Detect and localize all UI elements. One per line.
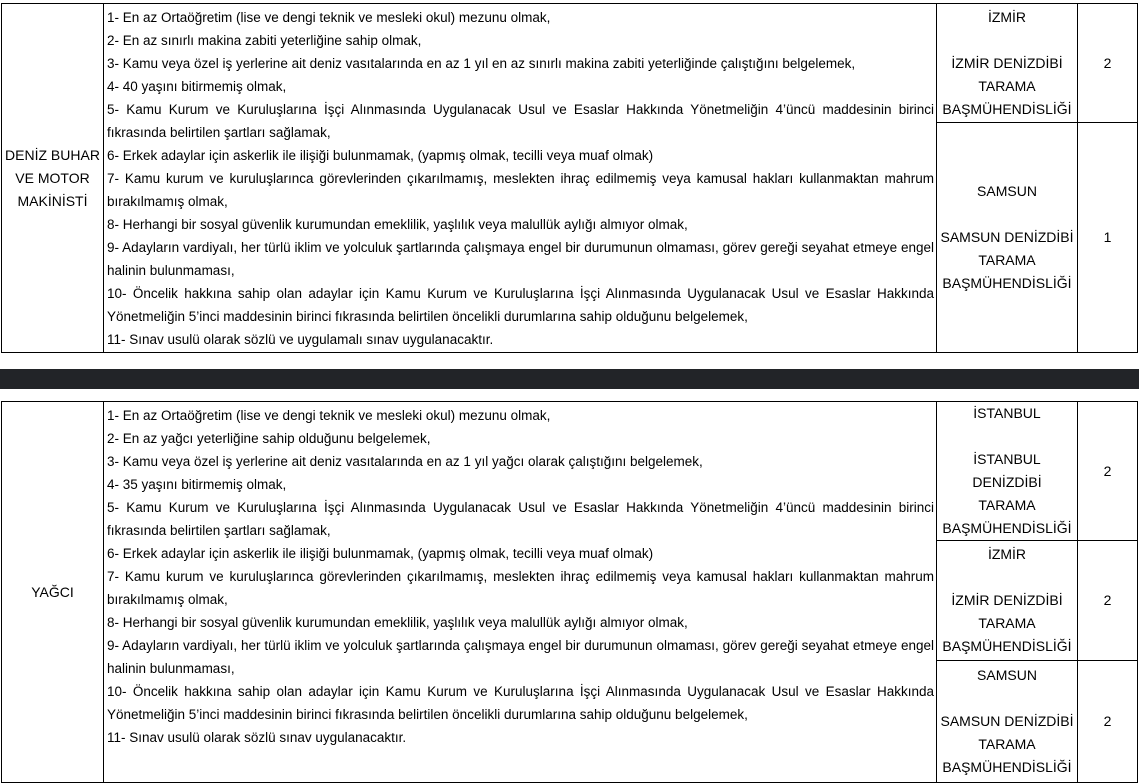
job-table-deniz-buhar-ve-motor-makinisti bbox=[1, 3, 1138, 353]
requirement-item: 6- Erkek adaylar için askerlik ile ilişiği bulunmamak, (yapmış olmak, tecilli veya muaf olmak) bbox=[107, 546, 654, 561]
location-city: İZMİR bbox=[987, 8, 1027, 25]
location-department: SAMSUN DENİZDİBİ bbox=[940, 713, 1074, 729]
requirement-item: 5- Kamu Kurum ve Kuruluşlarına İşçi Alınmasında Uygulanacak Usul ve Esaslar Hakkında Yönetmeliğin 4’üncü maddesinin birinci fıkrasında belirtilen şartları sağlamak, bbox=[107, 102, 934, 140]
location-department: İZMİR DENİZDİBİ bbox=[951, 54, 1063, 71]
position-count: 1 bbox=[1078, 123, 1138, 353]
requirement-item: 3- Kamu veya özel iş yerlerine ait deniz vasıtalarında en az 1 yıl en az sınırlı makina zabiti yeterliğinde çalıştığını belgelemek, bbox=[107, 56, 856, 71]
requirement-item: 11- Sınav usulü olarak sözlü ve uygulamalı sınav uygulanacaktır. bbox=[107, 332, 494, 347]
location-cell bbox=[937, 123, 1078, 353]
requirement-item: 1- En az Ortaöğretim (lise ve dengi teknik ve mesleki okul) mezunu olmak, bbox=[107, 10, 551, 25]
position-title-cell bbox=[2, 4, 104, 353]
requirement-item: 9- Adayların vardiyalı, her türlü iklim ve yolculuk şartlarında çalışmaya engel bir durumunun olmaması, görev gereği seyahat etmeye engel halinin bulunmaması, bbox=[107, 638, 934, 676]
position-count: 2 bbox=[1078, 4, 1138, 123]
location-cell bbox=[937, 661, 1078, 783]
location-department: TARAMA bbox=[978, 77, 1036, 94]
requirement-item: 8- Herhangi bir sosyal güvenlik kurumundan emeklilik, yaşlılık veya malullük aylığı almıyor olmak, bbox=[107, 217, 688, 232]
location-department: BAŞMÜHENDİSLİĞİ bbox=[942, 520, 1072, 536]
job-table-yagci bbox=[1, 401, 1138, 783]
position-count: 2 bbox=[1078, 661, 1138, 783]
requirement-item: 8- Herhangi bir sosyal güvenlik kurumundan emeklilik, yaşlılık veya malullük aylığı almıyor olmak, bbox=[107, 615, 688, 630]
position-title-line: MAKİNİSTİ bbox=[17, 192, 88, 209]
requirement-item: 4- 40 yaşını bitirmemiş olmak, bbox=[107, 79, 287, 94]
location-city: İSTANBUL bbox=[973, 405, 1041, 421]
requirements-cell bbox=[104, 4, 937, 353]
separator-band bbox=[0, 369, 1139, 389]
requirement-item: 2- En az sınırlı makina zabiti yeterliğine sahip olmak, bbox=[107, 33, 422, 48]
position-title-line: YAĞCI bbox=[31, 583, 74, 600]
position-count: 2 bbox=[1078, 541, 1138, 661]
requirement-item: 9- Adayların vardiyalı, her türlü iklim ve yolculuk şartlarında çalışmaya engel bir durumunun olmaması, görev gereği seyahat etmeye engel halinin bulunmaması, bbox=[107, 240, 934, 278]
position-title-line: DENİZ BUHAR bbox=[5, 146, 100, 163]
requirement-item: 10- Öncelik hakkına sahip olan adaylar için Kamu Kurum ve Kuruluşlarına İşçi Alınmasında Uygulanacak Usul ve Esaslar Hakkında Yönetmeliğin 5’inci maddesinin birinci fıkrasında belirtilen öncelikli durumlarına sahip olduğunu belgelemek, bbox=[107, 684, 934, 722]
location-department: TARAMA bbox=[978, 736, 1036, 752]
location-department: İSTANBUL DENİZDİBİ bbox=[972, 451, 1042, 490]
requirement-item: 1- En az Ortaöğretim (lise ve dengi teknik ve mesleki okul) mezunu olmak, bbox=[107, 408, 551, 423]
requirement-item: 6- Erkek adaylar için askerlik ile ilişiği bulunmamak, (yapmış olmak, tecilli veya muaf olmak) bbox=[107, 148, 654, 163]
location-department: BAŞMÜHENDİSLİĞİ bbox=[942, 275, 1072, 291]
requirement-item: 7- Kamu kurum ve kuruluşlarınca görevlerinden çıkarılmamış, meslekten ihraç edilmemiş veya kamusal hakları kullanmaktan mahrum bırakılmamış olmak, bbox=[107, 569, 934, 607]
requirements-cell bbox=[104, 402, 937, 783]
location-cell bbox=[937, 541, 1078, 661]
location-department: TARAMA bbox=[978, 615, 1036, 631]
requirement-item: 7- Kamu kurum ve kuruluşlarınca görevlerinden çıkarılmamış, meslekten ihraç edilmemiş veya kamusal hakları kullanmaktan mahrum bırakılmamış olmak, bbox=[107, 171, 934, 209]
location-cell bbox=[937, 402, 1078, 541]
location-city: SAMSUN bbox=[977, 183, 1037, 199]
location-cell bbox=[937, 4, 1078, 123]
requirement-item: 4- 35 yaşını bitirmemiş olmak, bbox=[107, 477, 287, 492]
requirement-item: 2- En az yağcı yeterliğine sahip olduğunu belgelemek, bbox=[107, 431, 431, 446]
requirement-item: 5- Kamu Kurum ve Kuruluşlarına İşçi Alınmasında Uygulanacak Usul ve Esaslar Hakkında Yönetmeliğin 4’üncü maddesinin birinci fıkrasında belirtilen şartları sağlamak, bbox=[107, 500, 934, 538]
location-department: BAŞMÜHENDİSLİĞİ bbox=[942, 100, 1072, 117]
location-department: BAŞMÜHENDİSLİĞİ bbox=[942, 759, 1072, 775]
position-title-line: VE MOTOR bbox=[15, 169, 90, 186]
location-department: SAMSUN DENİZDİBİ bbox=[940, 229, 1074, 245]
requirement-item: 11- Sınav usulü olarak sözlü sınav uygulanacaktır. bbox=[107, 730, 407, 745]
location-department: TARAMA bbox=[978, 497, 1036, 513]
location-department: BAŞMÜHENDİSLİĞİ bbox=[942, 638, 1072, 654]
requirement-item: 10- Öncelik hakkına sahip olan adaylar için Kamu Kurum ve Kuruluşlarına İşçi Alınmasında Uygulanacak Usul ve Esaslar Hakkında Yönetmeliğin 5’inci maddesinin birinci fıkrasında belirtilen öncelikli durumlarına sahip olduğunu belgelemek, bbox=[107, 286, 934, 324]
position-count: 2 bbox=[1078, 402, 1138, 541]
position-title-cell bbox=[2, 402, 104, 783]
location-city: SAMSUN bbox=[977, 667, 1037, 683]
location-department: TARAMA bbox=[978, 252, 1036, 268]
requirement-item: 3- Kamu veya özel iş yerlerine ait deniz vasıtalarında en az 1 yıl yağcı olarak çalıştığını belgelemek, bbox=[107, 454, 703, 469]
location-city: İZMİR bbox=[987, 546, 1027, 562]
location-department: İZMİR DENİZDİBİ bbox=[951, 592, 1063, 608]
